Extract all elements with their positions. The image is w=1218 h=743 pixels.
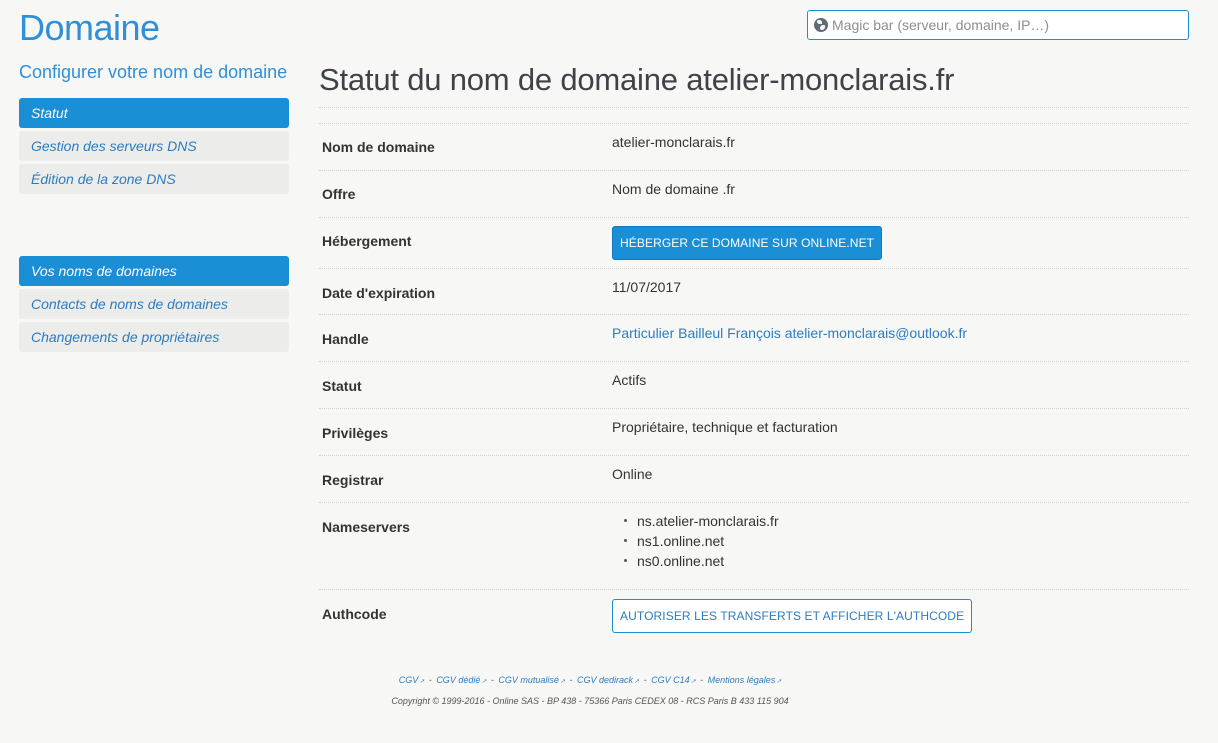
row-handle (319, 314, 1189, 361)
row-expiration (319, 268, 1189, 314)
row-label: Hébergement (322, 233, 412, 249)
sidebar-item-dns-servers[interactable]: Gestion des serveurs DNS (19, 131, 289, 161)
row-hosting (319, 217, 1189, 268)
footer-link-cgv[interactable]: CGV (398, 675, 419, 685)
nameserver-list (612, 511, 779, 571)
divider (319, 107, 1189, 123)
sidebar-item-dns-zone[interactable]: Édition de la zone DNS (19, 164, 289, 194)
footer-link-mentions-legales[interactable]: Mentions légales (707, 675, 776, 685)
list-item: ns0.online.net (612, 551, 779, 571)
row-value: 11/07/2017 (612, 279, 682, 295)
footer-link-cgv-c14[interactable]: CGV C14 (651, 675, 690, 685)
row-label: Date d'expiration (322, 285, 436, 301)
row-label: Registrar (322, 472, 384, 488)
row-authcode (319, 589, 1189, 641)
external-link-icon: ↗ (481, 679, 487, 685)
page-title: Statut du nom de domaine atelier-monclarais.fr (319, 62, 955, 97)
row-label: Privilèges (322, 425, 389, 441)
footer-link-cgv-dedie[interactable]: CGV dédié (436, 675, 481, 685)
sidebar (19, 62, 289, 355)
globe-icon (814, 18, 828, 32)
footer-link-cgv-mutualise[interactable]: CGV mutualisé (498, 675, 559, 685)
sidebar-item-owner-changes[interactable]: Changements de propriétaires (19, 322, 289, 352)
row-privileges (319, 408, 1189, 455)
magic-bar-input[interactable] (832, 17, 1182, 33)
footer-link-cgv-dedirack[interactable]: CGV dedirack (577, 675, 634, 685)
magic-bar[interactable] (807, 10, 1189, 40)
external-link-icon: ↗ (419, 679, 425, 685)
row-value: Nom de domaine .fr (612, 181, 735, 197)
external-link-icon: ↗ (690, 679, 696, 685)
row-nameservers (319, 502, 1189, 589)
row-value (612, 226, 882, 260)
sidebar-title: Configurer votre nom de domaine (19, 62, 288, 82)
copyright: Copyright © 1999-2016 - Online SAS - BP 438 - 75366 Paris CEDEX 08 - RCS Paris B 433 115 904 (391, 696, 789, 706)
row-label: Offre (322, 186, 356, 202)
show-authcode-button[interactable]: AUTORISER LES TRANSFERTS ET AFFICHER L'AUTHCODE (612, 599, 972, 633)
row-value: Actifs (612, 372, 647, 388)
host-domain-button[interactable]: HÉBERGER CE DOMAINE SUR ONLINE.NET (612, 226, 882, 260)
row-label: Nameservers (322, 519, 410, 535)
row-registrar (319, 455, 1189, 502)
external-link-icon: ↗ (634, 679, 640, 685)
row-value (612, 599, 972, 633)
handle-link[interactable]: Particulier Bailleul François atelier-monclarais@outlook.fr (612, 325, 968, 341)
row-value: Propriétaire, technique et facturation (612, 419, 838, 435)
sidebar-item-statut[interactable]: Statut (19, 98, 289, 128)
row-offer (319, 170, 1189, 217)
footer-links: CGV↗ - CGV dédié↗ - CGV mutualisé↗ - CGV dedirack↗ - CGV C14↗ - Mentions légales↗ (398, 675, 782, 685)
external-link-icon: ↗ (559, 679, 565, 685)
row-label: Statut (322, 378, 362, 394)
external-link-icon: ↗ (776, 679, 782, 685)
sidebar-item-domain-contacts[interactable]: Contacts de noms de domaines (19, 289, 289, 319)
list-item: ns1.online.net (612, 531, 779, 551)
main-content (319, 62, 1189, 641)
row-status (319, 361, 1189, 408)
list-item: ns.atelier-monclarais.fr (612, 511, 779, 531)
sidebar-item-my-domains[interactable]: Vos noms de domaines (19, 256, 289, 286)
row-domain-name (319, 123, 1189, 170)
row-value: atelier-monclarais.fr (612, 134, 735, 150)
row-label: Handle (322, 331, 369, 347)
sidebar-spacer (19, 197, 289, 256)
row-value: Online (612, 466, 653, 482)
brand-title: Domaine (19, 7, 160, 48)
row-label: Authcode (322, 606, 387, 622)
row-label: Nom de domaine (322, 139, 435, 155)
